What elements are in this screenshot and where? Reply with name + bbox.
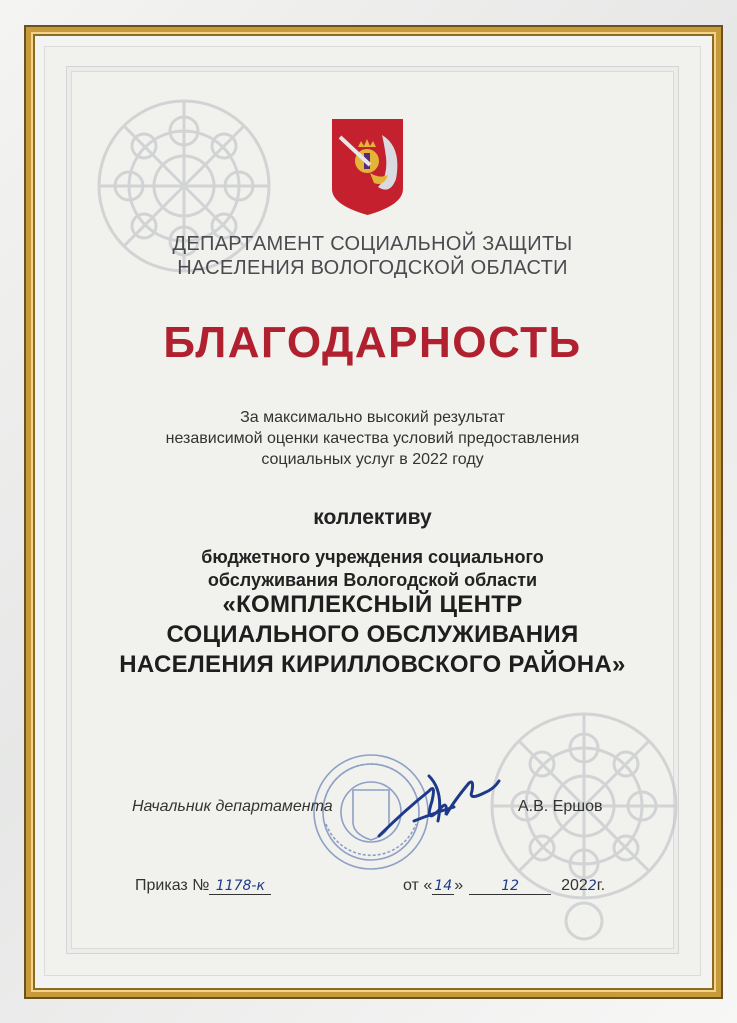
date-year-prefix: 202: [561, 877, 588, 894]
reason-line1: За максимально высокий результат: [240, 409, 505, 426]
date-year-suffix: 2: [587, 878, 597, 894]
order-number-line: [135, 877, 271, 895]
vologda-coat-of-arms-icon: [330, 117, 405, 217]
organization-name-line1: «КОМПЛЕКСНЫЙ ЦЕНТР: [222, 591, 523, 618]
date-year-end: г.: [596, 877, 606, 894]
reason-line3: социальных услуг в 2022 году: [261, 451, 484, 468]
organization-name-line3: НАСЕЛЕНИЯ КИРИЛЛОВСКОГО РАЙОНА»: [119, 651, 626, 678]
reason-line2: независимой оценки качества условий предоставления: [165, 430, 580, 447]
date-prefix: от «: [403, 877, 433, 894]
organization-name-line2: СОЦИАЛЬНОГО ОБСЛУЖИВАНИЯ: [166, 621, 579, 648]
date-month: 12: [469, 878, 551, 895]
order-label: Приказ №: [135, 877, 210, 894]
signatory-title: Начальник департамента: [132, 798, 333, 815]
department-name-line1: ДЕПАРТАМЕНТ СОЦИАЛЬНОЙ ЗАЩИТЫ: [172, 233, 573, 255]
organization-line1: бюджетного учреждения социального: [201, 547, 544, 567]
signatory-name: А.В. Ершов: [518, 798, 603, 815]
order-number: 1178-к: [209, 878, 271, 895]
certificate-paper: [44, 46, 701, 976]
order-date-line: [403, 877, 605, 895]
certificate-title: БЛАГОДАРНОСТЬ: [163, 318, 582, 367]
date-day: 14: [432, 878, 454, 895]
organization-line2: обслуживания Вологодской области: [207, 570, 538, 590]
date-close: »: [454, 877, 464, 894]
recipient-intro: коллективу: [313, 506, 432, 529]
handwritten-signature-icon: [374, 771, 504, 846]
department-name-line2: НАСЕЛЕНИЯ ВОЛОГОДСКОЙ ОБЛАСТИ: [177, 257, 568, 279]
